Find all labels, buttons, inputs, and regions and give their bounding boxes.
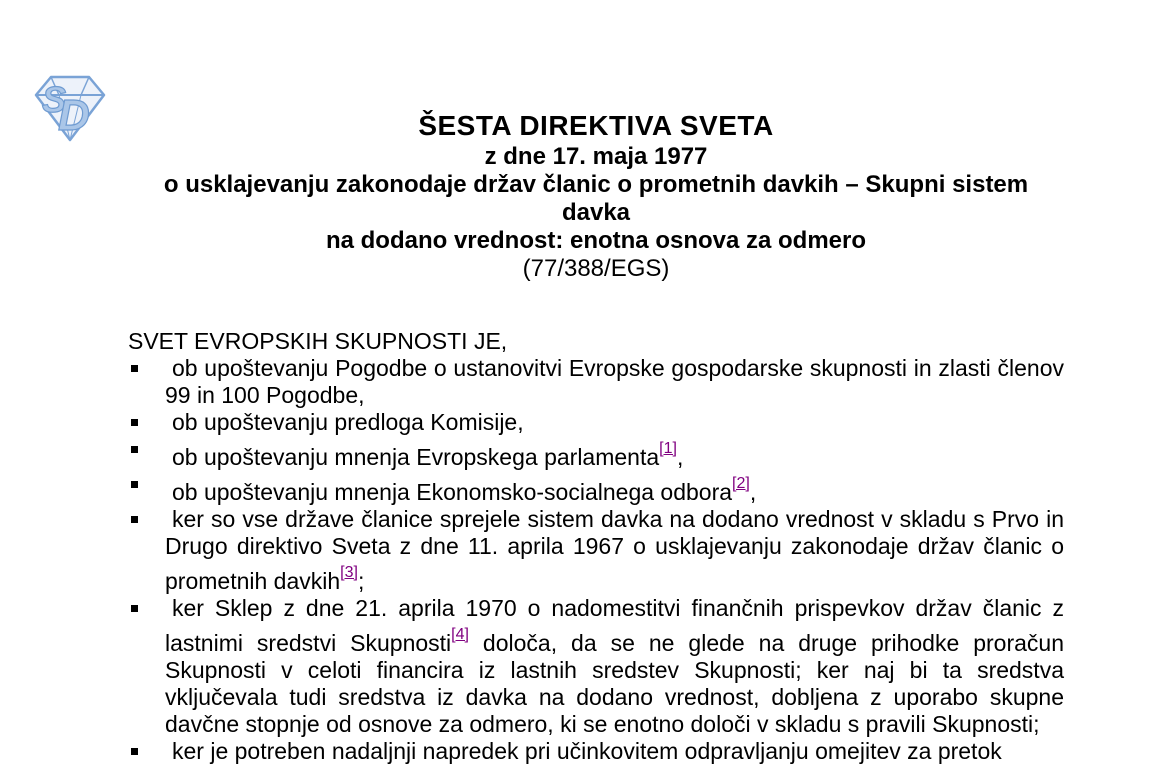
preamble-item [128, 355, 1064, 409]
preamble-text: ob upoštevanju predloga Komisije, [172, 409, 524, 435]
document-subtitle-line-1: o usklajevanju zakonodaje držav članic o prometnih davkih – Skupni sistem davka [163, 171, 1029, 226]
preamble-item [128, 471, 1064, 506]
preamble-text: ; [357, 568, 365, 594]
footnote-ref[interactable]: [2] [732, 475, 750, 492]
preamble-intro: SVET EVROPSKIH SKUPNOSTI JE, [128, 328, 508, 354]
preamble-item [128, 409, 1064, 436]
preamble-text: ker so vse države članice sprejele sistem davka na dodano vrednost v skladu s Prvo in Drugo direktivo Sveta z dne 11. aprila 1967 o usklajevanju zakonodaje držav članic o prometnih davkih [165, 506, 1064, 594]
preamble-bullet-list [128, 355, 1064, 765]
preamble-item [128, 506, 1064, 595]
preamble-item [128, 595, 1064, 738]
preamble-text: , [676, 444, 684, 470]
logo-letter-d: D [58, 91, 90, 140]
document-header [128, 0, 1064, 283]
document-reference-number: (77/388/EGS) [522, 255, 670, 282]
document-subtitle-line-2: na dodano vrednost: enotna osnova za odmero [325, 227, 867, 254]
preamble-text: ob upoštevanju mnenja Ekonomsko-socialnega odbora [172, 479, 733, 505]
preamble-text: določa, da se ne glede na druge prihodke proračun Skupnosti v celoti financira iz lastnih sredstev Skupnosti; ker naj bi ta sredstva vključevala tudi sredstva iz davka na dodano vrednost, dobljena z uporabo skupne davčne stopnje od osnove za odmero, ki se enotno določi v skladu s pravili Skupnosti; [165, 630, 1064, 737]
preamble-text: , [749, 479, 757, 505]
footnote-ref[interactable]: [4] [451, 626, 469, 643]
document-date-line: z dne 17. maja 1977 [484, 143, 708, 170]
sd-diamond-logo-icon [28, 68, 112, 146]
footnote-ref[interactable]: [3] [340, 564, 358, 581]
preamble-text: ob upoštevanju Pogodbe o ustanovitvi Evropske gospodarske skupnosti in zlasti členov 99 in 100 Pogodbe, [165, 355, 1064, 408]
document-content [128, 0, 1064, 765]
preamble-text: ker je potreben nadaljnji napredek pri učinkovitem odpravljanju omejitev za pretok [172, 738, 1002, 764]
logo-letter-s: S [42, 79, 67, 120]
preamble-item [128, 436, 1064, 471]
preamble-item [128, 738, 1064, 765]
preamble-text: ker Sklep z dne 21. aprila 1970 o nadomestitvi finančnih prispevkov držav članic z lastnimi sredstvi Skupnosti [165, 595, 1064, 656]
document-title: ŠESTA DIREKTIVA SVETA [418, 110, 774, 141]
footnote-ref[interactable]: [1] [659, 440, 677, 457]
preamble-text: ob upoštevanju mnenja Evropskega parlamenta [172, 444, 660, 470]
